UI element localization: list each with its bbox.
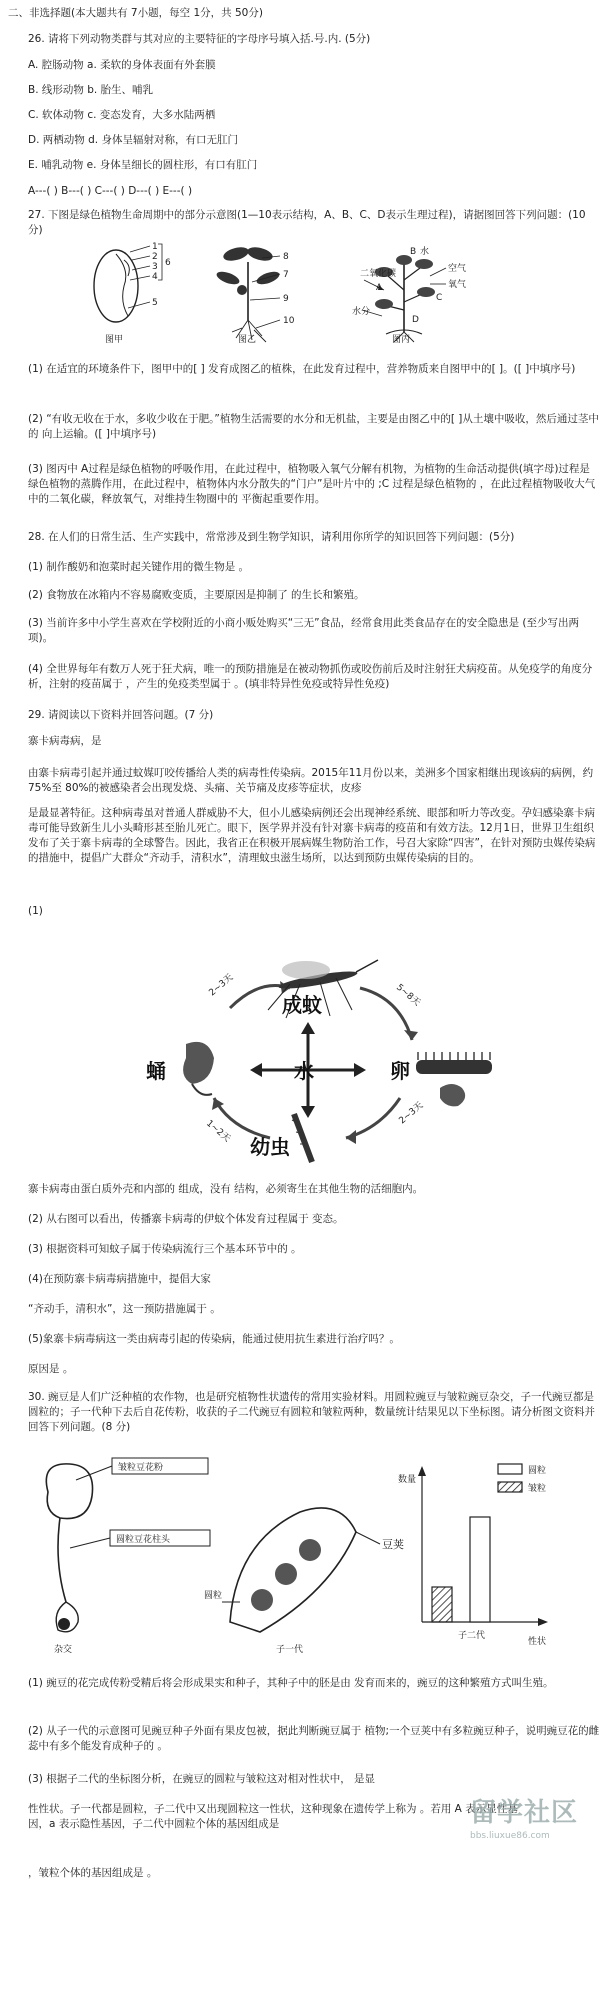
plant-process-figure xyxy=(352,245,466,345)
f1-pea-pod xyxy=(204,1508,404,1655)
q28-part4: (4) 全世界每年有数万人死于狂犬病，唯一的预防措施是在被动物抓伤或咬伤前后及时注射狂犬病疫苗。从免疫学的角度分析，注射的疫苗属于 ，产生的免疫类型属于 。(填非特异性免疫或特异性免疫) xyxy=(28,663,593,690)
legend-round: 圆粒 xyxy=(528,1466,547,1476)
label-wrinkled-pollen: 皱粒豆花粉 xyxy=(118,1463,164,1473)
bar-round xyxy=(470,1517,490,1622)
stage-water: 水 xyxy=(294,1059,314,1083)
label-10: 10 xyxy=(283,316,295,326)
label-seed: 圆粒 xyxy=(204,1591,223,1601)
label-co2: 二氧化碳 xyxy=(360,269,397,279)
legend-wrinkled: 皱粒 xyxy=(528,1484,547,1494)
q29-answer4: (4)在预防寨卡病毒病措施中，提倡大家 xyxy=(28,1273,211,1285)
legend-swatch-round xyxy=(498,1464,522,1474)
q30-part3b: 性性状。子一代都是圆粒，子二代中又出现圆粒这一性状，这种现象在遗传学上称为 。若用 A 表示显性基因，a 表示隐性基因，子二代中圆粒个体的基因组成是 xyxy=(28,1803,518,1830)
larva xyxy=(292,1114,312,1162)
label-2: 2 xyxy=(152,252,158,262)
q28-part3: (3) 当前许多中小学生喜欢在学校附近的小商小贩处购买“三无”食品，经常食用此类食品存在的安全隐患是 (至少写出两项)。 xyxy=(28,617,580,644)
x-category-label: 子二代 xyxy=(458,1631,486,1641)
label-9: 9 xyxy=(283,294,289,304)
label-1: 1 xyxy=(152,242,158,252)
label-7: 7 xyxy=(283,270,289,280)
duration-2: 5~8天 xyxy=(394,982,422,1009)
q29-mark1: (1) xyxy=(28,905,43,917)
q27-part3: (3) 图丙中 A过程是绿色植物的呼吸作用，在此过程中，植物吸入氧气分解有机物，为植物的生命活动提供(填字母)过程是绿色植物的蒸腾作用，在此过程中，植物体内水分散失的“门户”是叶片中的 ;C 过程是绿色植物的 ，在此过程植物吸收大气中的二氧化碳，释放氧气，对维持生物圈中的 平衡起重要作用。 xyxy=(28,463,596,505)
pea-cross-diagram xyxy=(46,1458,210,1655)
stage-pupa: 蛹 xyxy=(146,1059,166,1083)
q27-stem: 27. 下图是绿色植物生命周期中的部分示意图(1—10表示结构，A、B、C、D表示生理过程)，请据图回答下列问题：(10分) xyxy=(28,209,586,236)
pupa xyxy=(183,1042,214,1095)
label-8: 8 xyxy=(283,252,289,262)
stage-egg: 卵 xyxy=(390,1059,410,1083)
q26-row: C. 软体动物 c. 变态发育，大多水陆两栖 xyxy=(28,109,216,121)
bar-wrinkled xyxy=(432,1587,452,1622)
q27-part1: (1) 在适宜的环境条件下，图甲中的[ ] 发育成图乙的植株，在此发育过程中，营养物质来自图甲中的[ ]。([ ]中填序号) xyxy=(28,363,576,375)
q29-answer1: 寨卡病毒由蛋白质外壳和内部的 组成，没有 结构，必须寄生在其他生物的活细胞内。 xyxy=(28,1183,424,1195)
pea-figures xyxy=(0,1452,609,1657)
label-pod-1: 豆荚 xyxy=(382,1538,404,1551)
stage-adult: 成蚊 xyxy=(282,993,322,1017)
fig-jia-caption: 图甲 xyxy=(105,335,124,345)
label-D: D xyxy=(412,315,419,325)
mosquito-life-cycle xyxy=(0,948,609,1178)
label-f1: 子一代 xyxy=(276,1645,304,1655)
q28-part2: (2) 食物放在冰箱内不容易腐败变质，主要原因是抑制了 的生长和繁殖。 xyxy=(28,589,365,601)
label-cross: 杂交 xyxy=(54,1645,73,1655)
legend-swatch-wrinkled xyxy=(498,1482,522,1492)
watermark-logo xyxy=(470,1792,600,1848)
label-air: 空气 xyxy=(448,264,467,274)
egg-raft xyxy=(416,1052,492,1106)
label-water-out: 水 xyxy=(420,247,430,257)
q29-answer4b: “齐动手，清积水”，这一预防措施属于 。 xyxy=(28,1303,221,1315)
label-A: A xyxy=(376,283,383,293)
section-title: 二、非选择题(本大题共有 7小题，每空 1分，共 50分) xyxy=(8,7,263,19)
seedling-figure xyxy=(215,245,295,345)
q29-para2: 是最显著特征。这种病毒虽对普通人群威胁不大，但小儿感染病例还会出现神经系统、眼部和听力等改变。孕妇感染寨卡病毒可能导致新生儿小头畸形甚至胎儿死亡。眼下，医学界并没有针对寨卡病毒的疫苗和有效方法。12月1日，世界卫生组织发布了关于寨卡病毒的全球警告。因此，我省正在积极开展病媒生物防治工作，号召大家除“四害”，在针对预防虫媒传染病的措施中，提倡广大群众“齐动手，清积水”，清理蚊虫滋生场所，以达到预防虫媒传染病的目的。 xyxy=(28,807,596,864)
watermark-text: 留学社区 xyxy=(470,1798,579,1828)
label-5: 5 xyxy=(152,298,158,308)
q26-row: E. 哺乳动物 e. 身体呈细长的圆柱形，有口有肛门 xyxy=(28,159,258,171)
q29-stem: 29. 请阅读以下资料并回答问题。(7 分) xyxy=(28,709,214,721)
q29-answer3: (3) 根据资料可知蚊子属于传染病流行三个基本环节中的 。 xyxy=(28,1243,302,1255)
fig-bing-caption: 图丙 xyxy=(392,335,411,345)
q30-stem: 30. 豌豆是人们广泛种植的农作物，也是研究植物性状遗传的常用实验材料。用圆粒豌豆与皱粒豌豆杂交，子一代豌豆都是圆粒的；子一代种下去后自花传粉，收获的子二代豌豆有圆粒和皱粒两种，数量统计结果见以下坐标图。请分析图文资料并回答下列问题。(8 分) xyxy=(28,1391,595,1433)
q26-answer-line: A---( ) B---( ) C---( ) D---( ) E---( ) xyxy=(28,185,193,197)
label-o2: 氧气 xyxy=(448,280,467,290)
label-4: 4 xyxy=(152,272,158,282)
q27-part2: (2) “有收无收在于水，多收少收在于肥。”植物生活需要的水分和无机盐，主要是由图乙中的[ ]从土壤中吸收，然后通过茎中的 向上运输。([ ]中填序号) xyxy=(28,413,599,440)
q29-answer5: (5)象寨卡病毒病这一类由病毒引起的传染病，能通过使用抗生素进行治疗吗？。 xyxy=(28,1333,400,1345)
label-3: 3 xyxy=(152,262,158,272)
q28-stem: 28. 在人们的日常生活、生产实践中，常常涉及到生物学知识，请利用你所学的知识回答下列问题：(5分) xyxy=(28,531,515,543)
duration-4: 1~2天 xyxy=(204,1118,232,1145)
q29-para1: 由寨卡病毒引起并通过蚊媒叮咬传播给人类的病毒性传染病。2015年11月份以来，美洲多个国家相继出现该病的病例，约 75%至 80%的被感染者会出现发烧、头痛、关节痛及皮疹等症状，皮疹 xyxy=(28,767,594,794)
q29-answer5b: 原因是 。 xyxy=(28,1363,74,1375)
q30-part1: (1) 豌豆的花完成传粉受精后将会形成果实和种子，其种子中的胚是由 发育而来的，豌豆的这种繁殖方式叫生殖。 xyxy=(28,1677,554,1689)
watermark-url: bbs.liuxue86.com xyxy=(470,1831,550,1841)
stage-larva: 幼虫 xyxy=(250,1135,290,1159)
q26-row: B. 线形动物 b. 胎生、哺乳 xyxy=(28,84,154,96)
q30-part2: (2) 从子一代的示意图可见豌豆种子外面有果皮包被，据此判断豌豆属于 植物;一个豆荚中有多粒豌豆种子，说明豌豆花的雌蕊中有多个能发育成种子的 。 xyxy=(28,1725,600,1752)
q30-part3: (3) 根据子二代的坐标图分析，在豌豆的圆粒与皱粒这对相对性状中， 是显 xyxy=(28,1773,376,1785)
seed-figure xyxy=(94,242,171,345)
label-water-in: 水分 xyxy=(352,307,371,317)
label-6: 6 xyxy=(165,258,171,268)
q26-stem: 26. 请将下列动物类群与其对应的主要特征的字母序号填入括.号.内. (5分) xyxy=(28,33,371,45)
q26-row: A. 腔肠动物 a. 柔软的身体表面有外套膜 xyxy=(28,59,216,71)
q30-part3c: ，皱粒个体的基因组成是 。 xyxy=(28,1867,158,1879)
q29-title: 寨卡病毒病，是 xyxy=(28,735,102,747)
y-axis-label: 数量 xyxy=(398,1475,417,1485)
duration-1: 2~3天 xyxy=(207,972,236,999)
x-axis-label: 性状 xyxy=(528,1637,547,1647)
q29-answer2: (2) 从右图可以看出，传播寨卡病毒的伊蚊个体发育过程属于 变态。 xyxy=(28,1213,344,1225)
fig-yi-caption: 图乙 xyxy=(238,335,257,345)
duration-3: 2~3天 xyxy=(397,1100,426,1127)
q28-part1: (1) 制作酸奶和泡菜时起关键作用的微生物是 。 xyxy=(28,561,250,573)
q26-row: D. 两栖动物 d. 身体呈辐射对称，有口无肛门 xyxy=(28,134,238,146)
label-B: B xyxy=(410,247,417,257)
f2-bar-chart xyxy=(398,1464,548,1647)
label-C: C xyxy=(436,293,443,303)
q27-figures xyxy=(0,240,609,350)
label-round-stigma: 圆粒豆花柱头 xyxy=(116,1535,171,1545)
